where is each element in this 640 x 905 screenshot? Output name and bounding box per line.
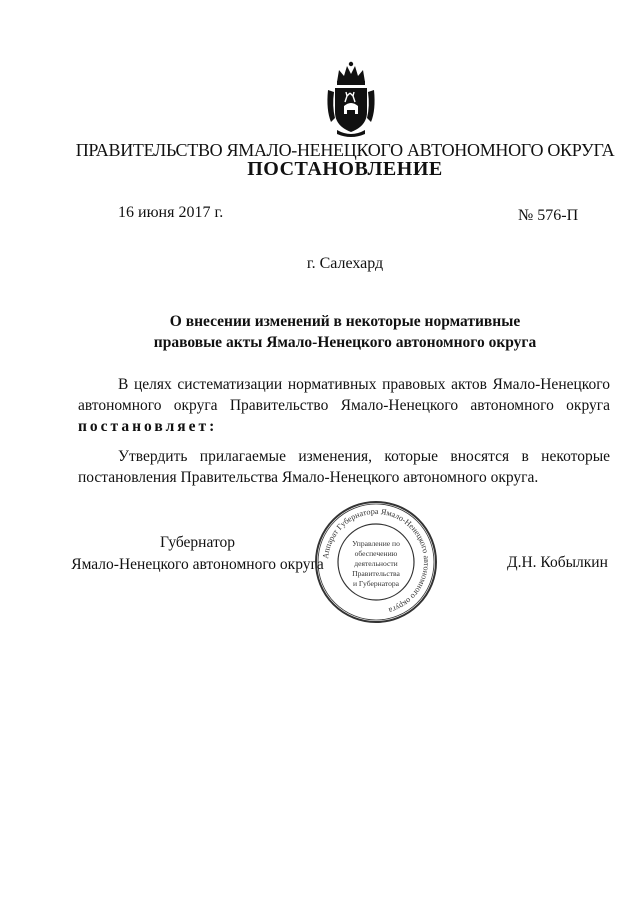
document-date: 16 июня 2017 г. bbox=[118, 204, 224, 221]
signatory-position-line-1: Губернатор bbox=[159, 534, 236, 551]
coat-of-arms-icon bbox=[325, 60, 377, 140]
resolution-line-1: Утвердить прилагаемые изменения, которые вносятся в некоторые bbox=[118, 448, 610, 465]
signatory-position-line-2: Ямало-Ненецкого автономного округа bbox=[71, 556, 324, 573]
stamp-center-line-5: и Губернатора bbox=[352, 579, 400, 588]
stamp-center-line-3: деятельности bbox=[354, 559, 398, 568]
resolution-line-2: постановления Правительства Ямало-Ненецкого автономного округа. bbox=[78, 469, 539, 486]
decree-word: постановляет: bbox=[78, 418, 218, 435]
signatory-position bbox=[70, 532, 325, 576]
official-stamp-icon bbox=[314, 500, 438, 624]
stamp-center-line-1: Управление по bbox=[352, 539, 400, 548]
stamp-center-line-2: обеспечению bbox=[354, 549, 398, 558]
preamble-line-1: В целях систематизации нормативных правовых актов Ямало-Ненецкого bbox=[118, 376, 610, 393]
subject-line-1: О внесении изменений в некоторые нормативные bbox=[169, 313, 521, 330]
stamp-center-line-4: Правительства bbox=[352, 569, 400, 578]
preamble-line-2: автономного округа Правительство Ямало-Ненецкого автономного округа bbox=[78, 397, 610, 414]
resolution-paragraph bbox=[78, 446, 610, 488]
preamble-paragraph bbox=[78, 374, 610, 437]
stamp-ring-text: Аппарат Губернатора Ямало-Ненецкого автономного округа bbox=[321, 506, 432, 616]
government-title: ПРАВИТЕЛЬСТВО ЯМАЛО-НЕНЕЦКОГО АВТОНОМНОГО ОКРУГА bbox=[75, 140, 615, 160]
document-number: № 576-П bbox=[518, 207, 579, 224]
document-subject bbox=[120, 311, 570, 353]
document-city: г. Салехард bbox=[306, 255, 384, 272]
signatory-name: Д.Н. Кобылкин bbox=[507, 554, 608, 571]
document-type-title: ПОСТАНОВЛЕНИЕ bbox=[247, 158, 443, 180]
subject-line-2: правовые акты Ямало-Ненецкого автономного округа bbox=[153, 334, 537, 351]
